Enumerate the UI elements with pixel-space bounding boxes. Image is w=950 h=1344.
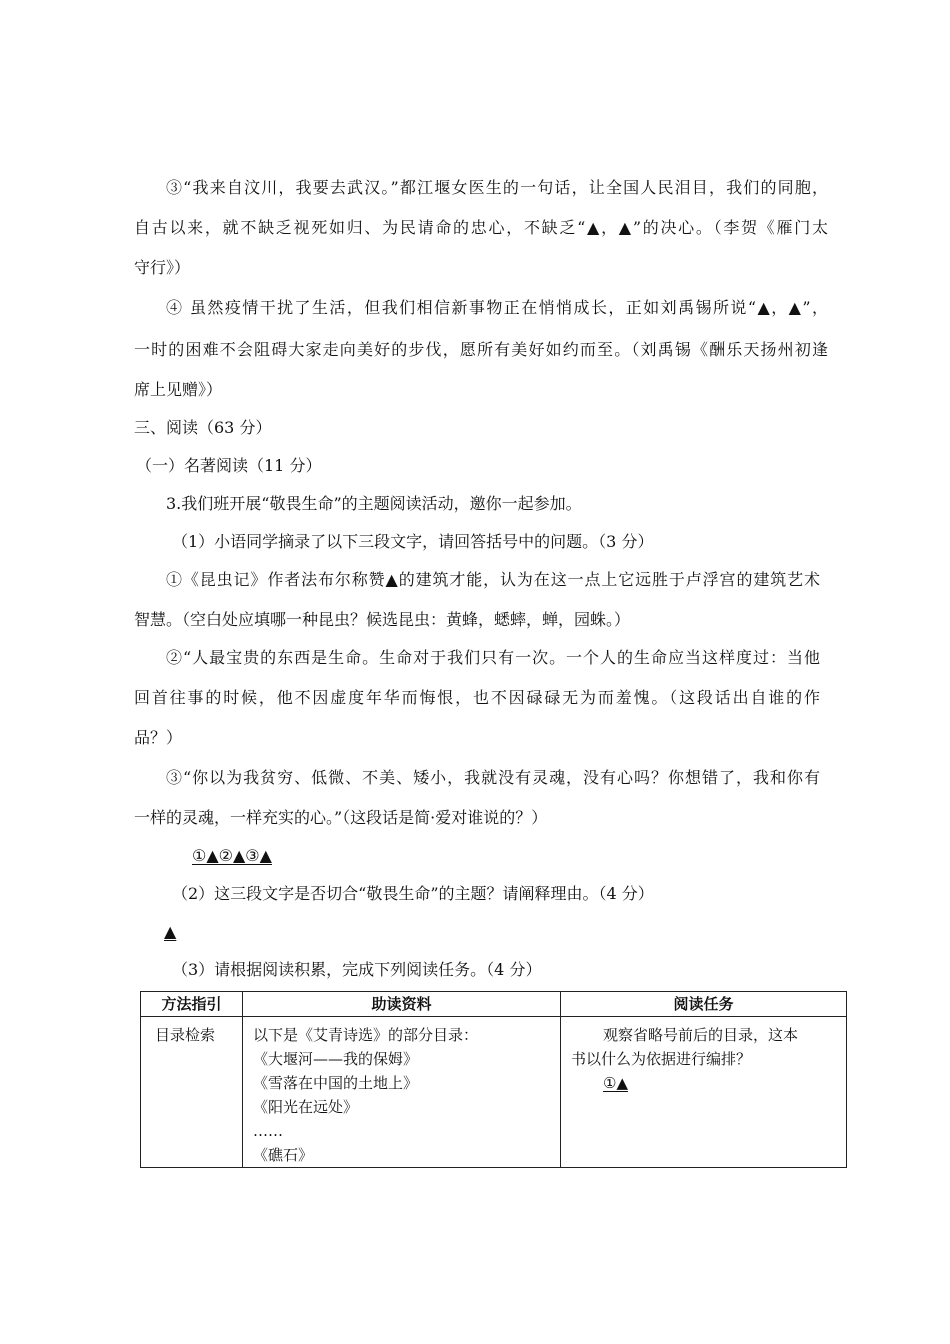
materials-cell xyxy=(243,1017,561,1168)
toc-item: 《雪落在中国的土地上》 xyxy=(253,1074,419,1092)
task-line-1: 观察省略号前后的目录，这本 xyxy=(603,1026,799,1044)
section-title: 三、阅读（63 分） xyxy=(134,418,272,437)
excerpt-1-line-2: 智慧。（空白处应填哪一种昆虫？候选昆虫：黄蜂，蟋蟀，蝉，园蛛。） xyxy=(134,610,631,629)
toc-item: 《礁石》 xyxy=(253,1146,314,1164)
poem-item-3-line-3: 守行》） xyxy=(134,258,191,277)
table-row xyxy=(141,1017,847,1168)
part-2-answer[interactable]: ▲ xyxy=(164,922,177,941)
part-3-prompt: （3）请根据阅读积累，完成下列阅读任务。（4 分） xyxy=(172,960,542,979)
poem-item-3-line-1: ③“我来自汶川，我要去武汉。”都江堰女医生的一句话，让全国人民泪目，我们的同胞， xyxy=(166,178,828,197)
header-task: 阅读任务 xyxy=(561,992,847,1017)
poem-item-4-line-1: ④ 虽然疫情干扰了生活，但我们相信新事物正在悄悄成长，正如刘禹锡所说“▲，▲”， xyxy=(166,298,828,317)
task-line-2: 书以什么为依据进行编排？ xyxy=(571,1050,752,1068)
toc-item: 《阳光在远处》 xyxy=(253,1098,359,1116)
subsection-title: （一）名著阅读（11 分） xyxy=(136,456,322,475)
poem-item-3-line-2: 自古以来，就不缺乏视死如归、为民请命的忠心，不缺乏“▲，▲”的决心。（李贺《雁门太 xyxy=(134,218,828,237)
question-3-intro: 3.我们班开展“敬畏生命”的主题阅读活动，邀你一起参加。 xyxy=(166,494,582,513)
method-text: 目录检索 xyxy=(155,1026,216,1044)
excerpt-3-line-2: 一样的灵魂，一样充实的心。”（这段话是简·爱对谁说的？） xyxy=(134,808,548,827)
part-2-prompt: （2）这三段文字是否切合“敬畏生命”的主题？请阐释理由。（4 分） xyxy=(172,884,654,903)
header-materials: 助读资料 xyxy=(243,992,561,1017)
header-method: 方法指引 xyxy=(141,992,243,1017)
excerpt-3-line-1: ③“你以为我贫穷、低微、不美、矮小，我就没有灵魂，没有心吗？你想错了，我和你有 xyxy=(166,768,820,787)
method-cell xyxy=(141,1017,243,1168)
excerpt-2-line-2: 回首往事的时候，他不因虚度年华而悔恨，也不因碌碌无为而羞愧。（这段话出自谁的作 xyxy=(134,688,820,707)
toc-item: 《大堰河——我的保姆》 xyxy=(253,1050,419,1068)
task-answer[interactable]: ①▲ xyxy=(603,1074,628,1092)
table-header-row xyxy=(141,992,847,1017)
toc-ellipsis: …… xyxy=(253,1122,283,1140)
excerpt-1-line-1: ①《昆虫记》作者法布尔称赞▲的建筑才能，认为在这一点上它远胜于卢浮宫的建筑艺术 xyxy=(166,570,820,589)
reading-task-table xyxy=(140,991,847,1168)
task-cell xyxy=(561,1017,847,1168)
materials-intro: 以下是《艾青诗选》的部分目录： xyxy=(253,1026,479,1044)
part-1-answer-line[interactable]: ①▲②▲③▲ xyxy=(192,846,272,865)
part-1-prompt: （1）小语同学摘录了以下三段文字，请回答括号中的问题。（3 分） xyxy=(172,532,654,551)
poem-item-4-line-3: 席上见赠》） xyxy=(134,380,223,399)
poem-item-4-line-2: 一时的困难不会阻碍大家走向美好的步伐，愿所有美好如约而至。（刘禹锡《酬乐天扬州初逢 xyxy=(134,340,828,359)
excerpt-2-line-3: 品？） xyxy=(134,728,183,747)
excerpt-2-line-1: ②“人最宝贵的东西是生命。生命对于我们只有一次。一个人的生命应当这样度过：当他 xyxy=(166,648,820,667)
